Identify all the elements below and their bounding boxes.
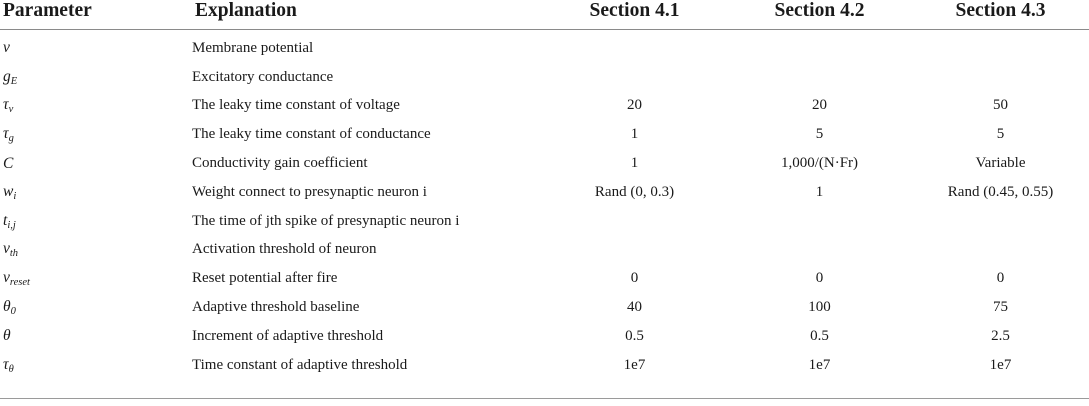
table-row (0, 149, 1089, 178)
section-4-3-value: 50 (993, 97, 1008, 114)
symbol-subscript: v (8, 104, 14, 116)
header-section-4-1: Section 4.1 (542, 0, 727, 30)
table-row (0, 264, 1089, 293)
parameter-explanation: Time constant of adaptive threshold (192, 356, 408, 373)
parameter-symbol (0, 149, 192, 178)
section-4-1-value (542, 236, 727, 265)
parameter-explanation: Membrane potential (192, 39, 314, 56)
parameter-explanation: The leaky time constant of conductance (192, 126, 431, 143)
section-4-1-value: 1 (630, 155, 639, 172)
parameter-symbol (0, 207, 192, 236)
parameter-explanation: Increment of adaptive threshold (192, 327, 384, 344)
table-row (0, 322, 1089, 351)
table-row (0, 92, 1089, 121)
section-4-3-value (912, 30, 1089, 63)
table-row (0, 120, 1089, 149)
section-4-1-value: Rand (0, 0.3) (594, 183, 675, 200)
parameter-explanation: Adaptive threshold baseline (192, 299, 360, 316)
section-4-2-value: 1 (815, 183, 824, 200)
symbol-subscript: g (8, 133, 14, 145)
section-4-2-value: 0.5 (810, 327, 829, 344)
parameter-symbol (0, 236, 192, 265)
symbol-main: g (3, 67, 11, 85)
symbol-main: τ (3, 96, 9, 114)
section-4-3-value: 1e7 (989, 356, 1012, 373)
table-row (0, 236, 1089, 265)
symbol-subscript: E (10, 75, 18, 87)
section-4-3-value: 0 (996, 270, 1005, 287)
section-4-3-value: 75 (993, 299, 1008, 316)
header-parameter: Parameter (0, 0, 192, 30)
symbol-main: v (3, 39, 10, 57)
table-row (0, 63, 1089, 92)
symbol-main: τ (3, 355, 9, 373)
table-bottom-rule (0, 398, 1089, 399)
section-4-2-value (727, 30, 912, 63)
section-4-3-value: Rand (0.45, 0.55) (947, 183, 1054, 200)
symbol-main: v (3, 269, 10, 287)
section-4-2-value (727, 63, 912, 92)
symbol-main: τ (3, 125, 9, 143)
section-4-2-value: 1e7 (808, 356, 831, 373)
parameter-explanation: Weight connect to presynaptic neuron i (192, 183, 427, 200)
parameter-symbol (0, 92, 192, 121)
section-4-3-value: 5 (996, 126, 1005, 143)
section-4-3-value: Variable (975, 155, 1026, 172)
section-4-3-value (912, 207, 1089, 236)
parameter-symbol (0, 322, 192, 351)
symbol-subscript: th (9, 248, 19, 260)
section-4-3-value (912, 236, 1089, 265)
section-4-2-value (727, 236, 912, 265)
parameter-explanation: Conductivity gain coefficient (192, 155, 368, 172)
symbol-subscript: θ (8, 363, 14, 375)
section-4-1-value (542, 63, 727, 92)
section-4-1-value (542, 30, 727, 63)
section-4-2-value: 20 (812, 97, 827, 114)
section-4-2-value: 1,000/(N·Fr) (780, 155, 859, 172)
section-4-2-value: 100 (808, 299, 831, 316)
parameter-explanation: Reset potential after fire (192, 270, 338, 287)
symbol-main: θ (3, 327, 11, 345)
symbol-main: θ (3, 298, 11, 316)
section-4-3-value: 2.5 (991, 327, 1010, 344)
symbol-main: C (3, 154, 14, 172)
table-row (0, 30, 1089, 63)
section-4-1-value: 1e7 (623, 356, 646, 373)
parameter-explanation: The leaky time constant of voltage (192, 97, 400, 114)
header-explanation: Explanation (192, 0, 542, 30)
symbol-main: w (3, 182, 14, 200)
section-4-1-value: 1 (630, 126, 639, 143)
table-row (0, 178, 1089, 207)
symbol-main: v (3, 240, 10, 258)
header-section-4-3: Section 4.3 (912, 0, 1089, 30)
section-4-1-value: 20 (627, 97, 642, 114)
section-4-1-value: 0 (630, 270, 639, 287)
table-body (0, 30, 1089, 380)
symbol-subscript: reset (9, 277, 30, 289)
section-4-2-value (727, 207, 912, 236)
header-section-4-2: Section 4.2 (727, 0, 912, 30)
parameter-explanation: Activation threshold of neuron (192, 241, 377, 258)
table-header-row (0, 0, 1089, 30)
section-4-3-value (912, 63, 1089, 92)
symbol-subscript: i (13, 190, 17, 202)
symbol-subscript: i,j (7, 219, 16, 231)
table-row (0, 293, 1089, 322)
table-row (0, 207, 1089, 236)
parameter-symbol (0, 293, 192, 322)
section-4-1-value: 40 (627, 299, 642, 316)
parameter-explanation: The time of jth spike of presynaptic neuron i (192, 212, 460, 229)
parameter-symbol (0, 351, 192, 380)
parameter-symbol (0, 120, 192, 149)
parameter-symbol (0, 30, 192, 63)
symbol-subscript: 0 (10, 306, 16, 318)
section-4-1-value: 0.5 (625, 327, 644, 344)
parameter-symbol (0, 264, 192, 293)
section-4-2-value: 5 (815, 126, 824, 143)
symbol-main: t (3, 211, 8, 229)
section-4-2-value: 0 (815, 270, 824, 287)
parameter-explanation: Excitatory conductance (192, 68, 334, 85)
parameter-symbol (0, 63, 192, 92)
parameter-symbol (0, 178, 192, 207)
table-row (0, 351, 1089, 380)
section-4-1-value (542, 207, 727, 236)
